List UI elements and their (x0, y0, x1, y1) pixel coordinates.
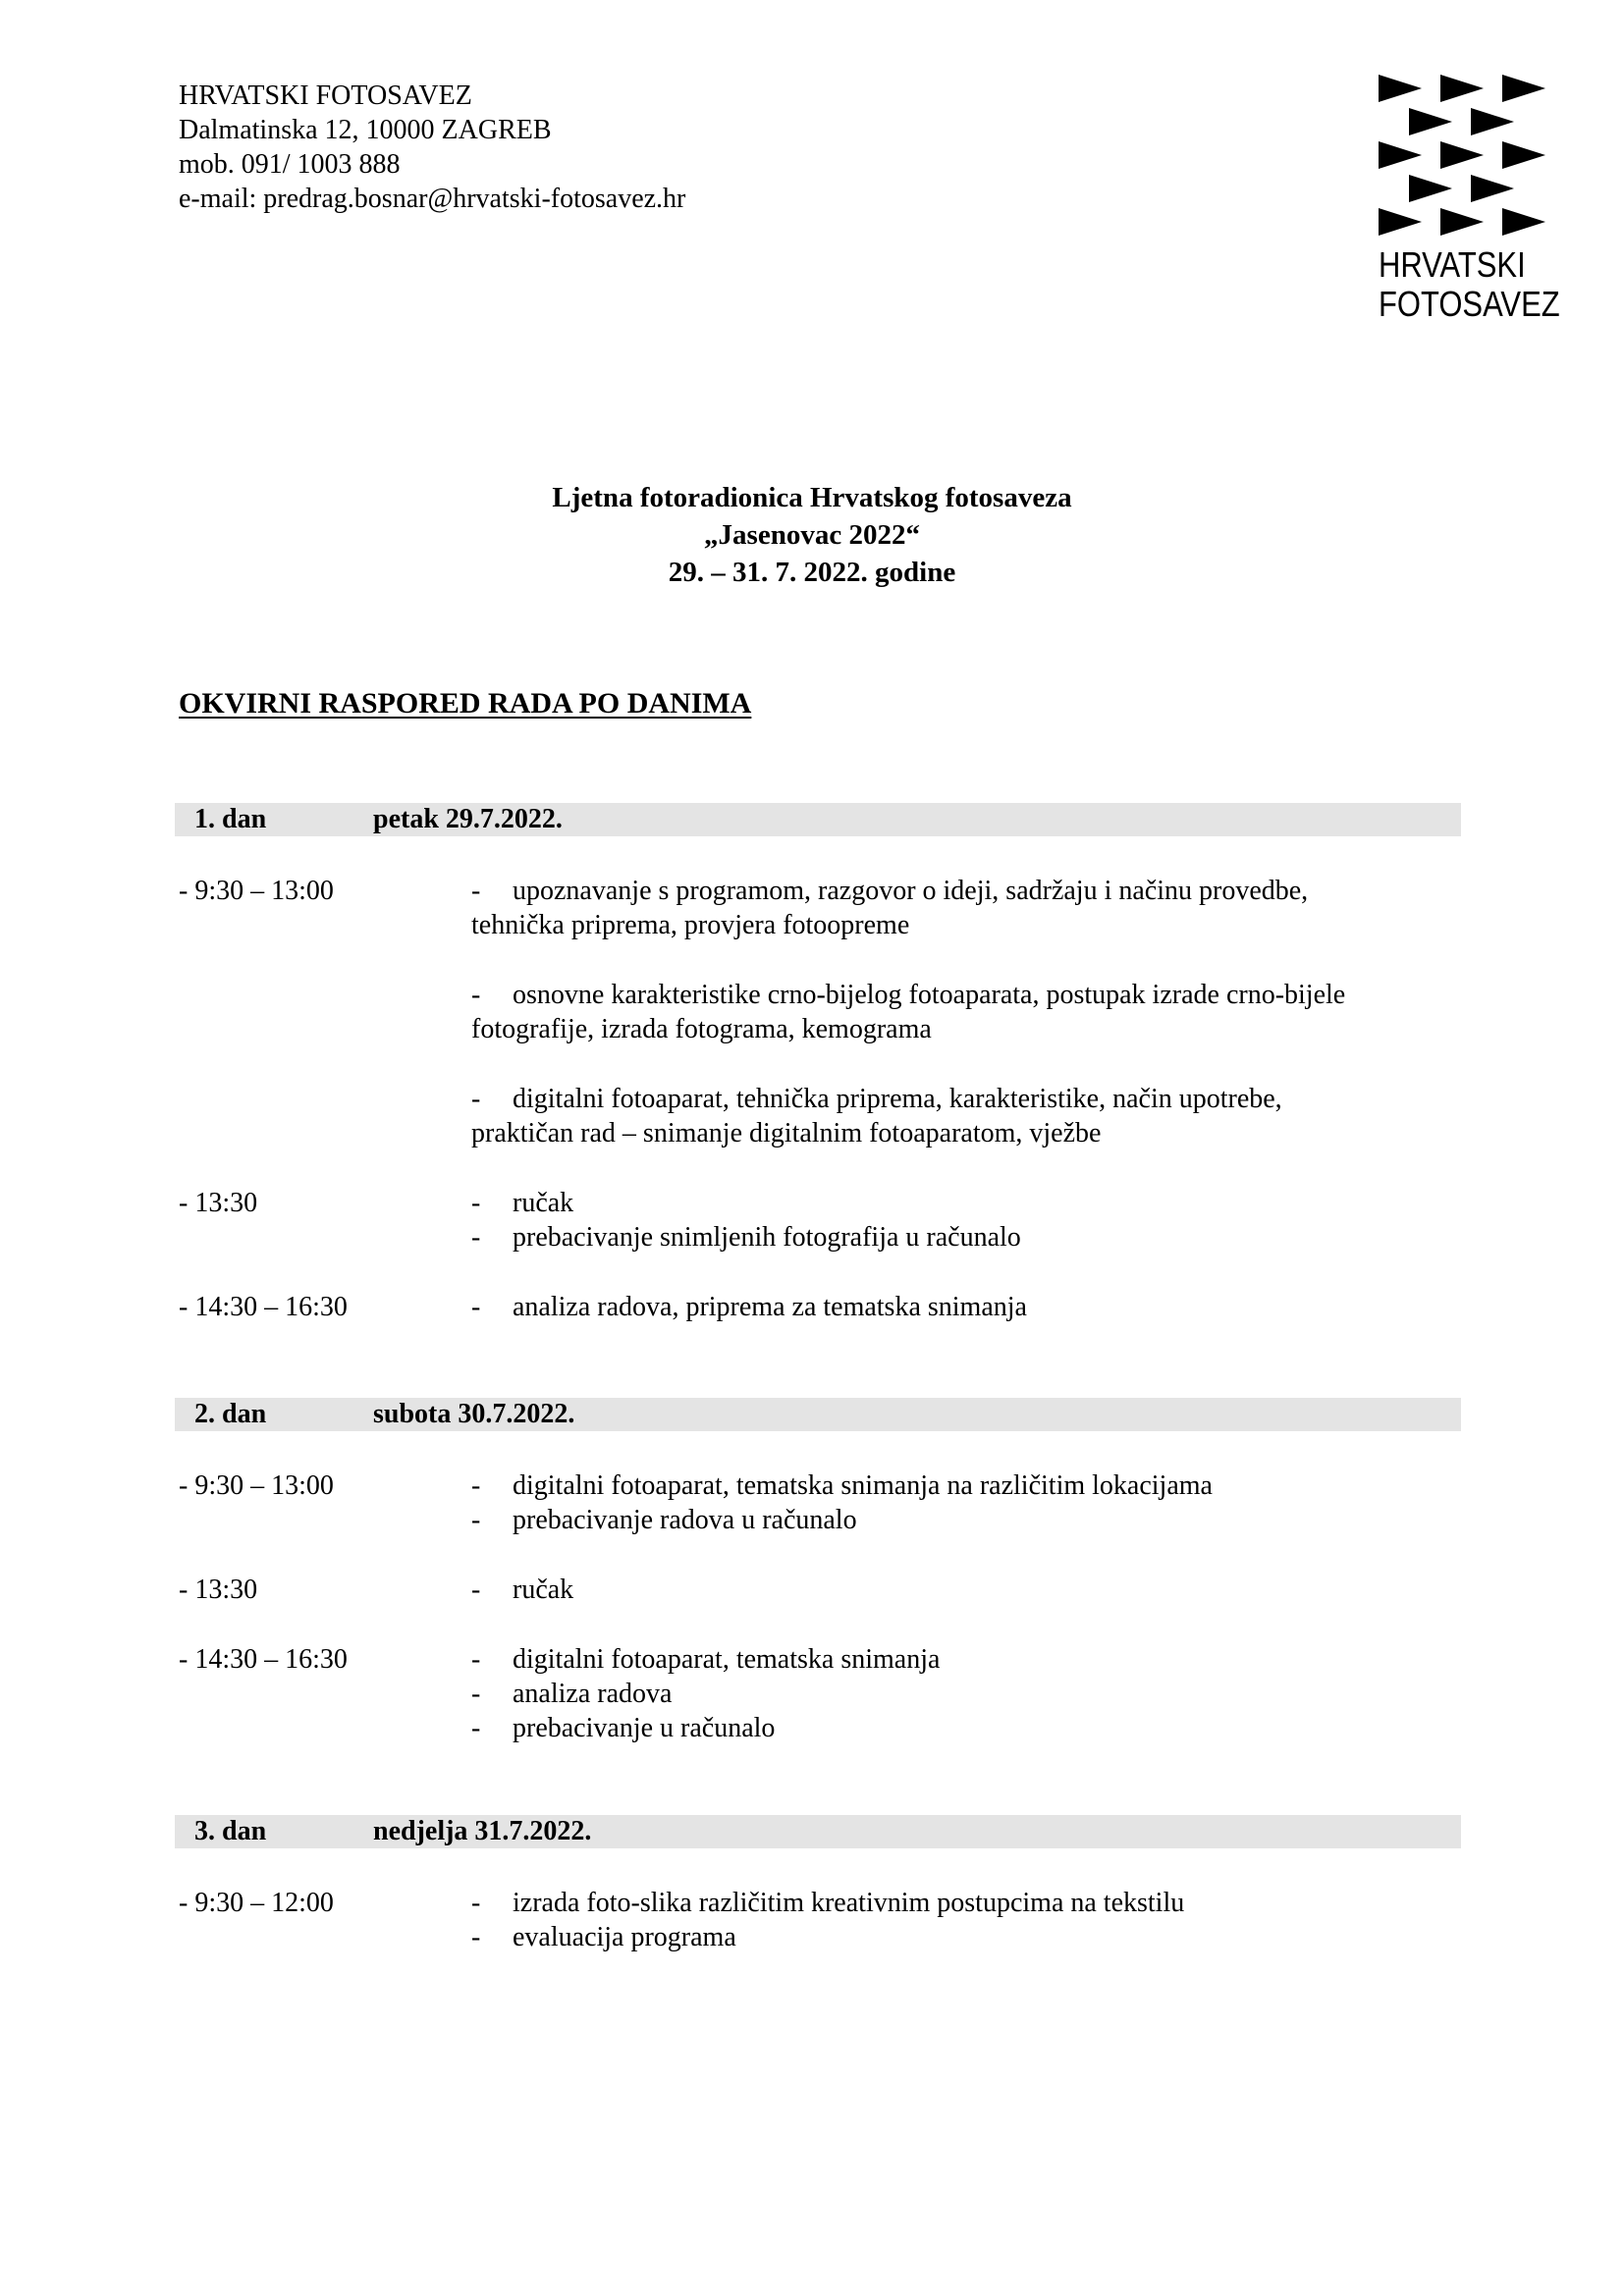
activity-text: osnovne karakteristike crno-bijelog fotoaparata, postupak izrade crno-bijele (513, 980, 1346, 1010)
activity-item: - prebacivanje snimljenih fotografija u računalo (471, 1222, 1021, 1253)
logo-line-1: HRVATSKI (1379, 244, 1526, 285)
activity-item: - prebacivanje u računalo (471, 1713, 776, 1743)
day-header-1 (175, 803, 1461, 836)
logo-flags-icon (1379, 75, 1555, 238)
activity-text-cont: tehnička priprema, provjera fotoopreme (471, 910, 910, 940)
section-heading: OKVIRNI RASPORED RADA PO DANIMA (179, 687, 752, 720)
day-label: 2. dan (194, 1399, 267, 1429)
activity-text: digitalni fotoaparat, tematska snimanja (513, 1644, 941, 1675)
logo (1379, 75, 1565, 324)
activity-item: - upoznavanje s programom, razgovor o ideji, sadržaju i načinu provedbe, tehnička priprema, provjera fotoopreme (471, 874, 1453, 942)
slot-activities (471, 1290, 1453, 1324)
activity-text: izrada foto-slika različitim kreativnim postupcima na tekstilu (513, 1888, 1185, 1918)
activity-item: - osnovne karakteristike crno-bijelog fotoaparata, postupak izrade crno-bijele fotografije, izrada fotograma, kemograma (471, 978, 1453, 1046)
slot-time: - 13:30 (179, 1188, 258, 1218)
logo-wordmark (1379, 244, 1560, 324)
slot-activities (471, 1573, 1453, 1607)
activity-text: upoznavanje s programom, razgovor o ideji, sadržaju i načinu provedbe, (513, 876, 1309, 906)
slot-time: - 9:30 – 13:00 (179, 876, 334, 906)
document-title (0, 479, 1624, 591)
day-label: 3. dan (194, 1816, 267, 1846)
activity-text-cont: fotografije, izrada fotograma, kemograma (471, 1014, 932, 1044)
logo-line-2: FOTOSAVEZ (1379, 284, 1560, 324)
activity-item: - digitalni fotoaparat, tematska snimanja (471, 1644, 941, 1675)
slot-activities (471, 1186, 1453, 1255)
activity-text-cont: praktičan rad – snimanje digitalnim fotoaparatom, vježbe (471, 1118, 1102, 1148)
slot-time: - 14:30 – 16:30 (179, 1292, 348, 1322)
activity-text: evaluacija programa (513, 1922, 736, 1952)
activity-item: - digitalni fotoaparat, tematska snimanja na različitim lokacijama (471, 1470, 1213, 1501)
day-date: nedjelja 31.7.2022. (373, 1816, 592, 1846)
slot-activities (471, 1642, 1453, 1745)
activity-text: analiza radova, priprema za tematska snimanja (513, 1292, 1027, 1322)
activity-item: - analiza radova, priprema za tematska snimanja (471, 1292, 1027, 1322)
day-date: subota 30.7.2022. (373, 1399, 575, 1429)
title-line-2: „Jasenovac 2022“ (704, 519, 920, 551)
org-address: Dalmatinska 12, 10000 ZAGREB (179, 115, 552, 145)
slot-activities (471, 874, 1453, 1150)
org-name: HRVATSKI FOTOSAVEZ (179, 80, 472, 111)
slot-activities (471, 1886, 1453, 1954)
activity-item: - ručak (471, 1575, 574, 1605)
org-phone: mob. 091/ 1003 888 (179, 149, 401, 180)
slot-time: - 14:30 – 16:30 (179, 1644, 348, 1675)
activity-item: - digitalni fotoaparat, tehnička priprema, karakteristike, način upotrebe, praktičan rad – snimanje digitalnim fotoaparatom, vježbe (471, 1082, 1453, 1150)
activity-text: prebacivanje snimljenih fotografija u računalo (513, 1222, 1021, 1253)
activity-text: ručak (513, 1575, 574, 1605)
day-label: 1. dan (194, 804, 267, 834)
contact-block (179, 79, 685, 216)
activity-text: ručak (513, 1188, 574, 1218)
title-line-1: Ljetna fotoradionica Hrvatskog fotosaveza (552, 482, 1072, 513)
slot-time: - 13:30 (179, 1575, 258, 1605)
day-header-2 (175, 1398, 1461, 1431)
activity-item: - ručak (471, 1188, 574, 1218)
slot-time: - 9:30 – 13:00 (179, 1470, 334, 1501)
activity-item: - evaluacija programa (471, 1922, 736, 1952)
activity-text: digitalni fotoaparat, tehnička priprema, karakteristike, način upotrebe, (513, 1084, 1282, 1114)
slot-time: - 9:30 – 12:00 (179, 1888, 334, 1918)
activity-item: - izrada foto-slika različitim kreativnim postupcima na tekstilu (471, 1888, 1185, 1918)
org-email: e-mail: predrag.bosnar@hrvatski-fotosavez.hr (179, 184, 686, 214)
activity-text: analiza radova (513, 1679, 673, 1709)
activity-text: digitalni fotoaparat, tematska snimanja na različitim lokacijama (513, 1470, 1213, 1501)
slot-activities (471, 1468, 1453, 1537)
day-date: petak 29.7.2022. (373, 804, 563, 834)
activity-text: prebacivanje radova u računalo (513, 1505, 857, 1535)
activity-text: prebacivanje u računalo (513, 1713, 776, 1743)
activity-item: - prebacivanje radova u računalo (471, 1505, 857, 1535)
title-line-3: 29. – 31. 7. 2022. godine (668, 557, 956, 588)
activity-item: - analiza radova (471, 1679, 673, 1709)
day-header-3 (175, 1815, 1461, 1848)
